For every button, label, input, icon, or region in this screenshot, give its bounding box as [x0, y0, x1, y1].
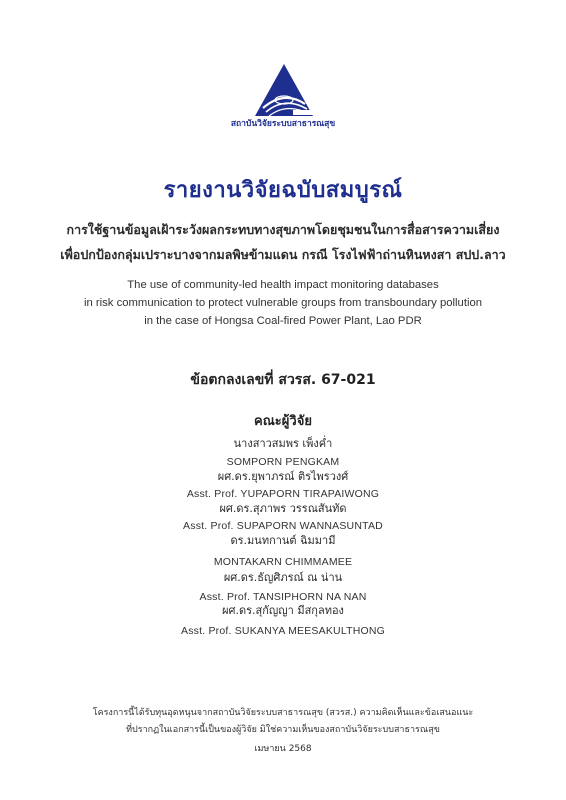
researcher-name-en: MONTAKARN CHIMMAMEE: [213, 556, 353, 568]
researcher-name-th: นางสาวสมพร เพ็งค่ำ: [233, 437, 333, 450]
researcher-name-en: Asst. Prof. SUPAPORN WANNASUNTAD: [183, 520, 383, 532]
report-title: รายงานวิจัยฉบับสมบูรณ์: [163, 178, 403, 203]
contract-number: ข้อตกลงเลขที่ สวรส. 67-021: [190, 372, 376, 388]
report-date: เมษายน 2568: [254, 744, 312, 754]
research-team-heading: คณะผู้วิจัย: [254, 414, 312, 429]
researcher-name-th: ผศ.ดร.สุกัญญา มีสกุลทอง: [222, 604, 344, 617]
funding-note-line-2: ที่ปรากฏในเอกสารนี้เป็นของผู้วิจัย มิใช่ความเห็นของสถาบันวิจัยระบบสาธารณสุข: [126, 725, 440, 735]
researcher-name-th: ผศ.ดร.ธัญศิภรณ์ ณ น่าน: [223, 571, 343, 584]
thai-title-line-2: เพื่อปกป้องกลุ่มเปราะบางจากมลพิษข้ามแดน กรณี โรงไฟฟ้าถ่านหินหงสา สปป.ลาว: [60, 247, 506, 262]
org-name: สถาบันวิจัยระบบสาธารณสุข: [230, 119, 336, 129]
researcher-name-en: Asst. Prof. TANSIPHORN NA NAN: [199, 591, 367, 603]
researcher-name-th: ดร.มนทกานต์ ฉิมมามี: [230, 534, 336, 547]
funding-note-line-1: โครงการนี้ได้รับทุนอุดหนุนจากสถาบันวิจัยระบบสาธารณสุข (สวรส.) ความคิดเห็นและข้อเสนอแนะ: [92, 708, 474, 718]
english-title-line-2: in risk communication to protect vulnerable groups from transboundary pollution: [83, 297, 483, 309]
researcher-name-th: ผศ.ดร.สุภาพร วรรณสันทัด: [219, 502, 347, 515]
thai-title-line-1: การใช้ฐานข้อมูลเฝ้าระวังผลกระทบทางสุขภาพโดยชุมชนในการสื่อสารความเสี่ยง: [66, 222, 500, 237]
researcher-name-th: ผศ.ดร.ยุพาภรณ์ ติรไพรวงศ์: [217, 470, 349, 483]
researcher-name-en: Asst. Prof. SUKANYA MEESAKULTHONG: [180, 625, 385, 637]
english-title-line-3: in the case of Hongsa Coal-fired Power Plant, Lao PDR: [144, 315, 422, 327]
researcher-name-en: SOMPORN PENGKAM: [226, 456, 340, 468]
english-title-line-1: The use of community-led health impact monitoring databases: [127, 279, 439, 291]
researcher-name-en: Asst. Prof. YUPAPORN TIRAPAIWONG: [186, 488, 380, 500]
